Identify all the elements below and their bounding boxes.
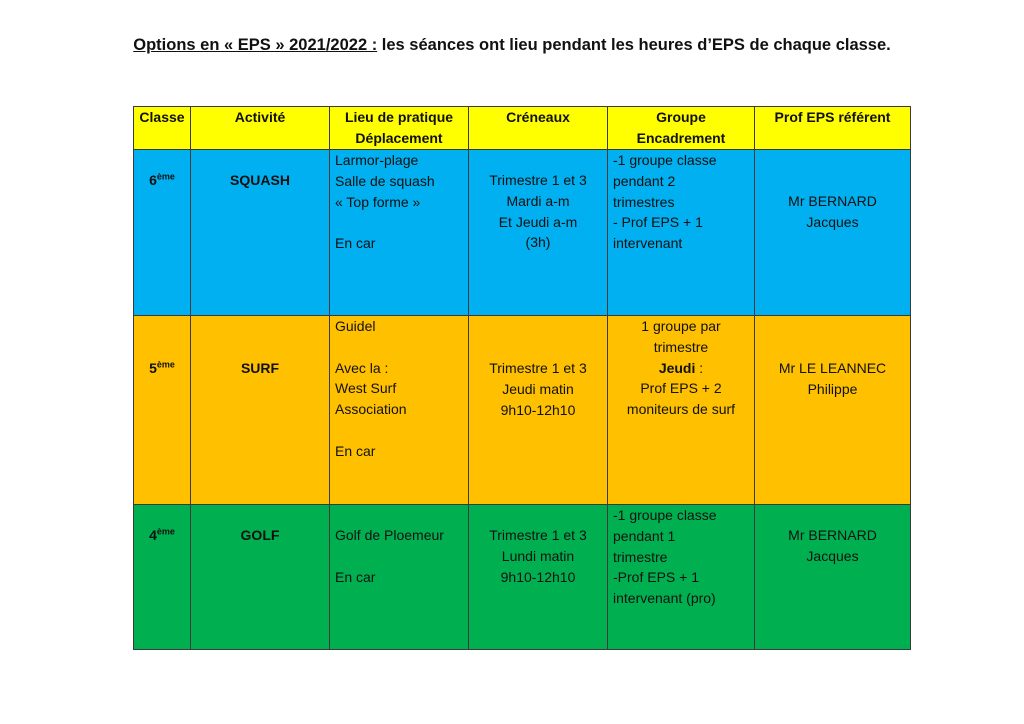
table-row (134, 150, 911, 316)
cell-classe: 6ème (134, 150, 191, 316)
cell-lieu: Golf de Ploemeur En car (330, 505, 469, 650)
cell-lieu: Larmor-plage Salle de squash « Top forme » En car (330, 150, 469, 316)
cell-activite: SQUASH (191, 150, 330, 316)
header-creneaux: Créneaux (469, 107, 608, 150)
cell-classe: 4ème (134, 505, 191, 650)
header-groupe: Groupe Encadrement (608, 107, 755, 150)
cell-activite: SURF (191, 316, 330, 505)
options-table (133, 106, 911, 650)
cell-groupe: 1 groupe par trimestre Jeudi : Prof EPS + 2 moniteurs de surf (608, 316, 755, 505)
cell-groupe: -1 groupe classe pendant 2 trimestres - Prof EPS + 1 intervenant (608, 150, 755, 316)
cell-activite: GOLF (191, 505, 330, 650)
header-prof: Prof EPS référent (755, 107, 911, 150)
table-row (134, 505, 911, 650)
header-classe: Classe (134, 107, 191, 150)
cell-creneaux: Trimestre 1 et 3 Jeudi matin 9h10-12h10 (469, 316, 608, 505)
cell-prof: Mr BERNARD Jacques (755, 150, 911, 316)
table-row (134, 316, 911, 505)
cell-prof: Mr BERNARD Jacques (755, 505, 911, 650)
cell-creneaux: Trimestre 1 et 3 Mardi a-m Et Jeudi a-m (3h) (469, 150, 608, 316)
cell-groupe: -1 groupe classe pendant 1 trimestre -Prof EPS + 1 intervenant (pro) (608, 505, 755, 650)
header-lieu: Lieu de pratique Déplacement (330, 107, 469, 150)
header-row (134, 107, 911, 150)
cell-creneaux: Trimestre 1 et 3 Lundi matin 9h10-12h10 (469, 505, 608, 650)
cell-prof: Mr LE LEANNEC Philippe (755, 316, 911, 505)
groupe-jeudi-bold: Jeudi (658, 359, 696, 376)
cell-lieu: Guidel Avec la : West Surf Association En car (330, 316, 469, 505)
header-activite: Activité (191, 107, 330, 150)
title-options-label: Options en « EPS » 2021/2022 : (133, 36, 378, 54)
page-title (0, 36, 1024, 55)
cell-classe: 5ème (134, 316, 191, 505)
title-description: les séances ont lieu pendant les heures d’EPS de chaque classe. (377, 36, 891, 54)
